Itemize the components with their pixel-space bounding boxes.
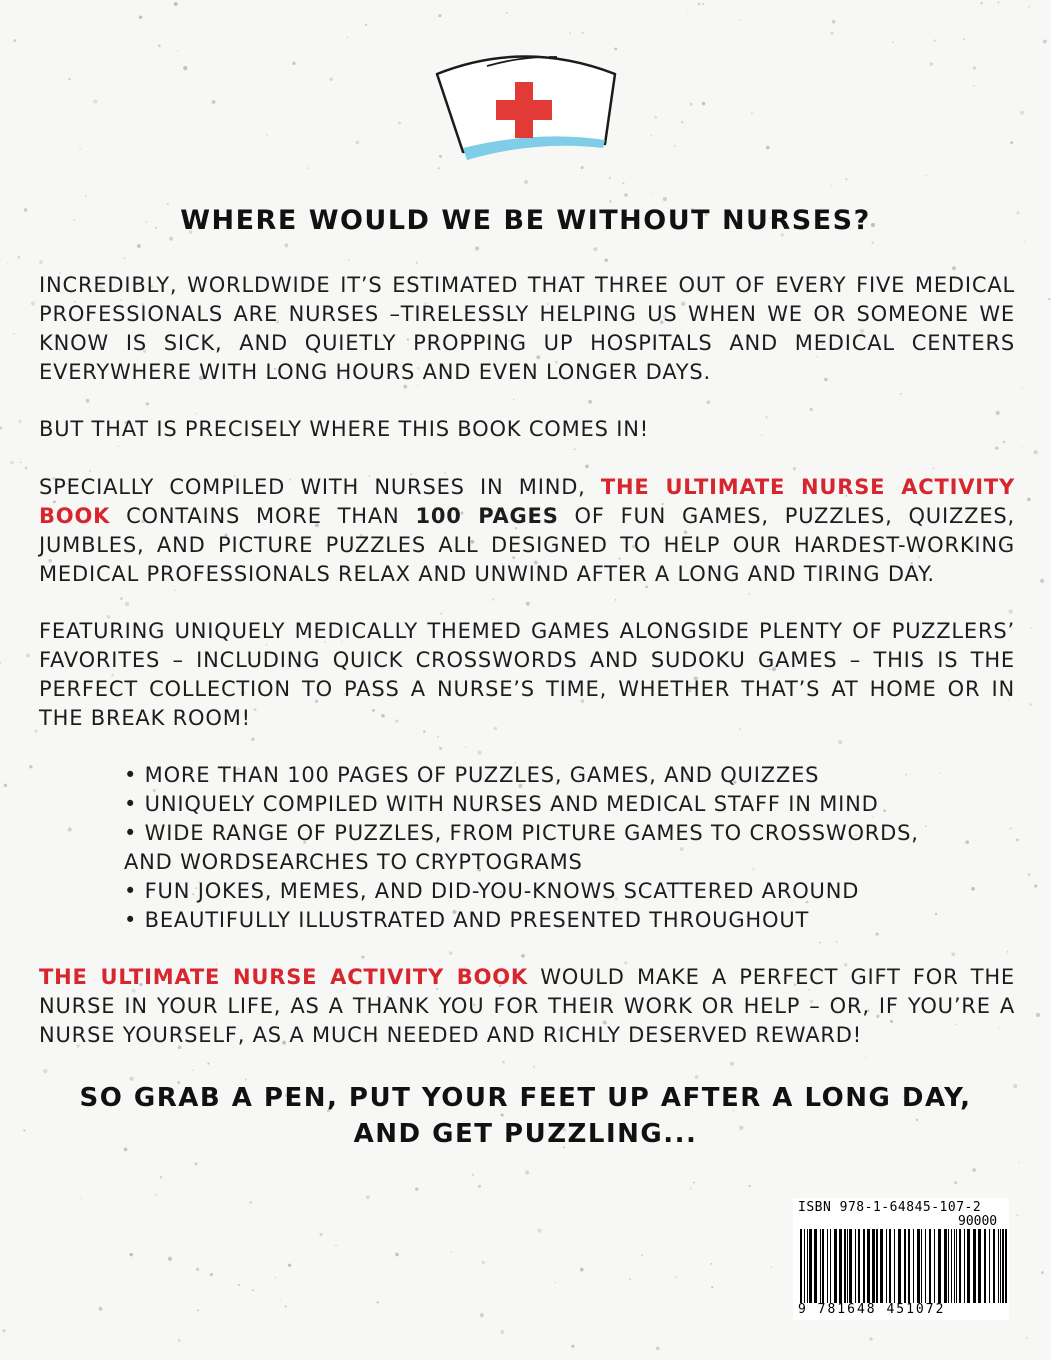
compiled-rest: OF FUN GAMES, PUZZLES, QUIZZES, JUMBLES, AND PICTURE PUZZLES ALL DESIGNED TO HELP OUR HARDEST-WORKING MEDICAL PROFESSIONALS RELAX AND UNWIND AFTER A LONG AND TIRING DAY. [39,504,1015,586]
compiled-paragraph [39,473,1015,589]
intro-paragraph: INCREDIBLY, WORLDWIDE IT’S ESTIMATED THAT THREE OUT OF EVERY FIVE MEDICAL PROFESSIONALS ARE NURSES –TIRELESSLY HELPING US WHEN WE OR SOMEONE WE KNOW IS SICK, AND QUIETLY PROPPING UP HOSPITALS AND MEDICAL CENTERS EVERYWHERE WITH LONG HOURS AND EVEN LONGER DAYS. [39,273,1015,384]
page-count-highlight: 100 PAGES [415,504,559,528]
closing-callout [0,1080,1051,1152]
closing-line: AND GET PUZZLING... [353,1119,698,1149]
barcode-icon [798,1229,1008,1303]
nurse-cap-icon [425,44,625,174]
isbn-label: ISBN 978-1-64845-107-2 [798,1200,982,1215]
price-code: 90000 [958,1214,998,1229]
transition-paragraph: BUT THAT IS PRECISELY WHERE THIS BOOK COMES IN! [39,417,649,441]
compiled-contains: CONTAINS MORE THAN [110,504,416,528]
feature-list-item: • UNIQUELY COMPILED WITH NURSES AND MEDICAL STAFF IN MIND [124,792,879,816]
gift-rest: WOULD MAKE A PERFECT GIFT FOR THE NURSE IN YOUR LIFE, AS A THANK YOU FOR THEIR WORK OR HELP – OR, IF YOU’RE A NURSE YOURSELF, AS A MUCH NEEDED AND RICHLY DESERVED REWARD! [39,965,1015,1047]
gift-paragraph [39,963,1015,1050]
feature-list-item: • BEAUTIFULLY ILLUSTRATED AND PRESENTED THROUGHOUT [124,908,810,932]
page-heading: WHERE WOULD WE BE WITHOUT NURSES? [180,205,871,236]
closing-line: SO GRAB A PEN, PUT YOUR FEET UP AFTER A LONG DAY, [79,1083,972,1113]
feature-list-item: • FUN JOKES, MEMES, AND DID-YOU-KNOWS SCATTERED AROUND [124,879,860,903]
feature-list-item: • WIDE RANGE OF PUZZLES, FROM PICTURE GAMES TO CROSSWORDS, [124,821,919,845]
compiled-lead: SPECIALLY COMPILED WITH NURSES IN MIND, [39,475,601,499]
book-title-highlight: THE ULTIMATE NURSE ACTIVITY BOOK [39,965,528,989]
book-title-highlight: THE ULTIMATE NURSE ACTIVITY BOOK [39,475,1015,528]
feature-list [124,761,984,935]
feature-list-item: • MORE THAN 100 PAGES OF PUZZLES, GAMES, AND QUIZZES [124,763,820,787]
feature-list-item-continuation: AND WORDSEARCHES TO CRYPTOGRAMS [124,850,583,874]
ean-digits: 9 781648 451072 [798,1302,946,1317]
featuring-paragraph: FEATURING UNIQUELY MEDICALLY THEMED GAMES ALONGSIDE PLENTY OF PUZZLERS’ FAVORITES – INCLUDING QUICK CROSSWORDS AND SUDOKU GAMES – THIS IS THE PERFECT COLLECTION TO PASS A NURSE’S TIME, WHETHER THAT’S AT HOME OR IN THE BREAK ROOM! [39,619,1015,730]
